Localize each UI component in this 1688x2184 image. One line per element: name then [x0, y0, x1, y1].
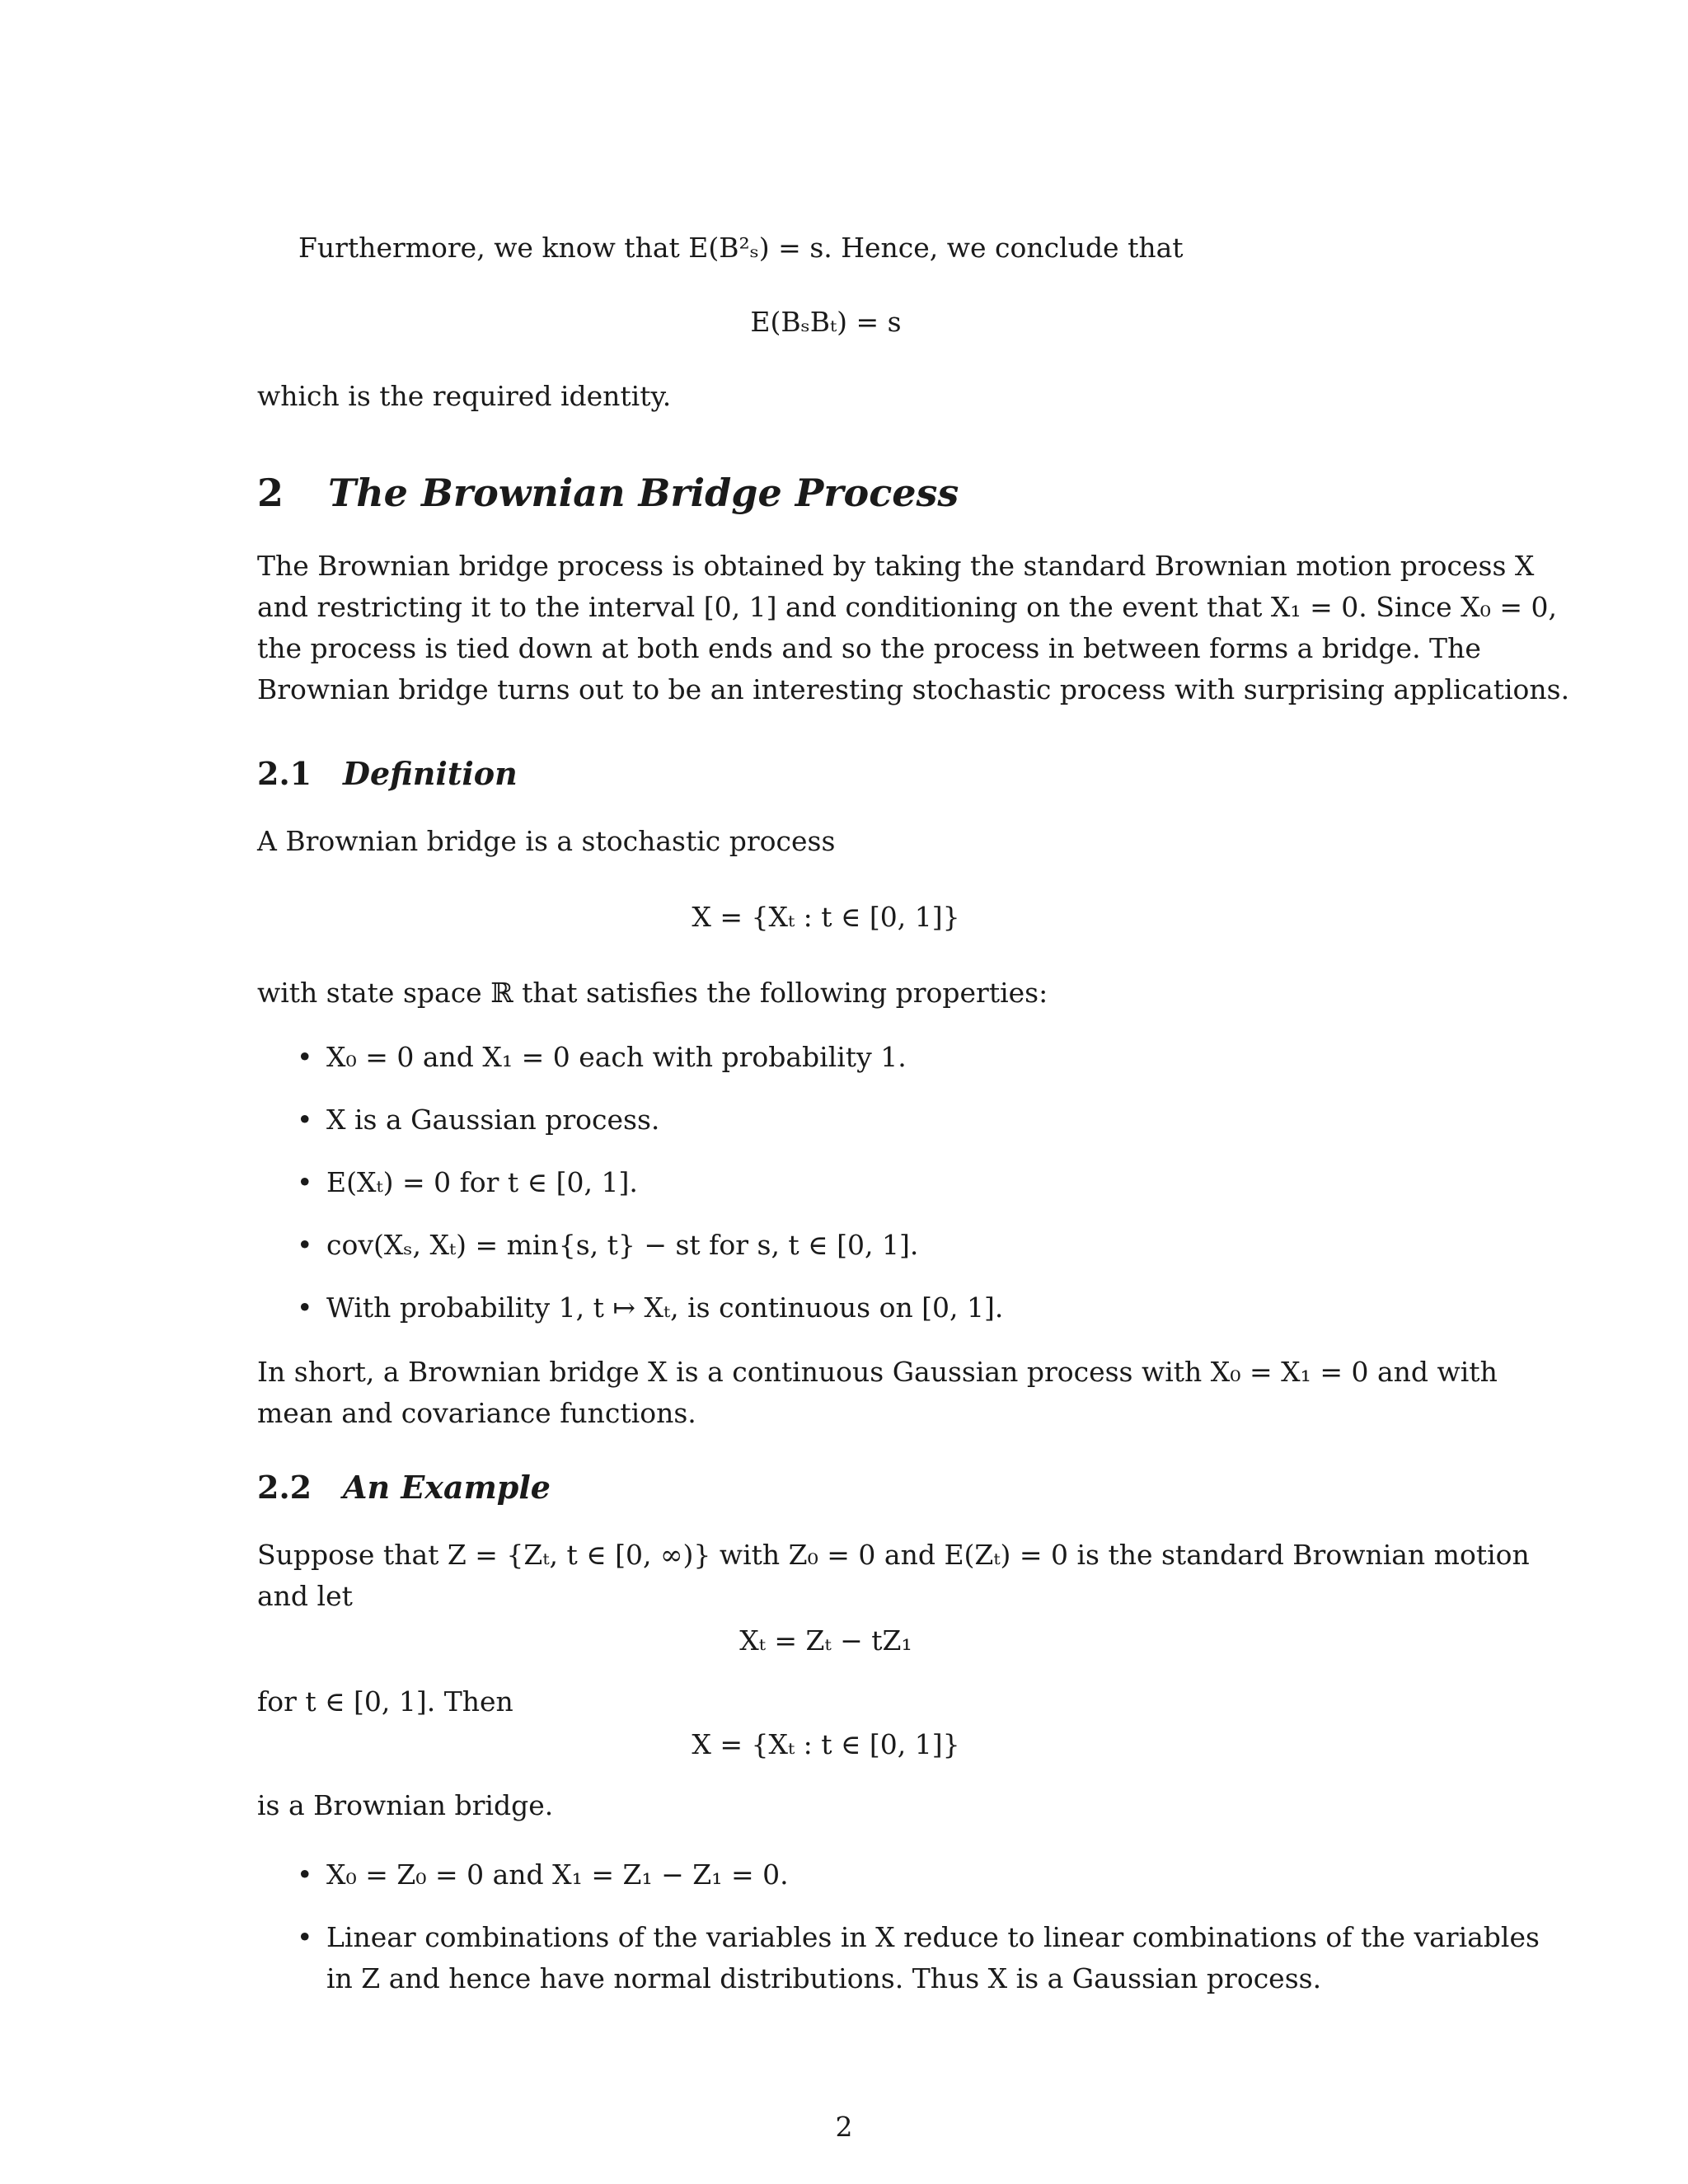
section-title: The Brownian Bridge Process [328, 471, 959, 515]
section-heading [257, 468, 959, 518]
bullet-dot: • [297, 1166, 313, 1198]
section-paragraph-line: and restricting it to the interval [0, 1] and conditioning on the event that X₁ = 0. Since X₀ = 0, [257, 591, 1557, 623]
list-item-text: cov(Xₛ, Xₜ) = min{s, t} − st for s, t ∈ [0, 1]. [326, 1229, 919, 1261]
summary-line: mean and covariance functions. [257, 1397, 696, 1429]
bullet-dot: • [297, 1921, 313, 1953]
equation-process: X = {Xₜ : t ∈ [0, 1]} [692, 901, 960, 933]
example-intro-line: Suppose that Z = {Zₜ, t ∈ [0, ∞)} with Z₀ = 0 and E(Zₜ) = 0 is the standard Brownian motion [257, 1539, 1530, 1571]
bullet-dot: • [297, 1291, 313, 1324]
bullet-dot: • [297, 1229, 313, 1261]
section-paragraph-line: Brownian bridge turns out to be an interesting stochastic process with surprising applications. [257, 673, 1570, 705]
list-item-text: X₀ = 0 and X₁ = 0 each with probability 1. [326, 1041, 907, 1073]
bullet-dot: • [297, 1858, 313, 1891]
list-item-text-continued: in Z and hence have normal distributions. Thus X is a Gaussian process. [326, 1962, 1322, 1994]
list-item-text: Linear combinations of the variables in X reduce to linear combinations of the variables [326, 1921, 1540, 1953]
page-number: 2 [835, 2111, 853, 2143]
subsection-number: 2.2 [257, 1469, 312, 1506]
list-item-text: X is a Gaussian process. [326, 1104, 660, 1136]
bullet-dot: • [297, 1041, 313, 1073]
subsection-title: Definition [343, 755, 518, 792]
equation-expectation: E(BₛBₜ) = s [750, 306, 902, 338]
definition-state-space: with state space ℝ that satisfies the following properties: [257, 977, 1048, 1009]
section-paragraph-line: the process is tied down at both ends and so the process in between forms a bridge. The [257, 632, 1481, 664]
bullet-dot: • [297, 1104, 313, 1136]
intro-line-1: Furthermore, we know that E(B²ₛ) = s. Hence, we conclude that [298, 232, 1184, 264]
subsection-title: An Example [343, 1469, 551, 1506]
section-number: 2 [257, 471, 284, 515]
example-intro-line: and let [257, 1580, 353, 1612]
equation-bridge-construction: Xₜ = Zₜ − tZ₁ [739, 1624, 912, 1657]
list-item-text: X₀ = Z₀ = 0 and X₁ = Z₁ − Z₁ = 0. [326, 1858, 789, 1891]
intro-line-2: which is the required identity. [257, 380, 672, 412]
section-paragraph-line: The Brownian bridge process is obtained by taking the standard Brownian motion process X [257, 550, 1535, 582]
equation-bridge-process: X = {Xₜ : t ∈ [0, 1]} [692, 1728, 960, 1760]
definition-intro: A Brownian bridge is a stochastic process [257, 825, 836, 857]
example-then: for t ∈ [0, 1]. Then [257, 1685, 513, 1718]
subsection-heading [257, 752, 518, 796]
subsection-heading [257, 1465, 551, 1510]
summary-line: In short, a Brownian bridge X is a continuous Gaussian process with X₀ = X₁ = 0 and with [257, 1356, 1498, 1388]
list-item-text: With probability 1, t ↦ Xₜ, is continuous on [0, 1]. [326, 1291, 1004, 1324]
example-conclusion: is a Brownian bridge. [257, 1789, 554, 1821]
list-item-text: E(Xₜ) = 0 for t ∈ [0, 1]. [326, 1166, 638, 1198]
subsection-number: 2.1 [257, 755, 312, 792]
